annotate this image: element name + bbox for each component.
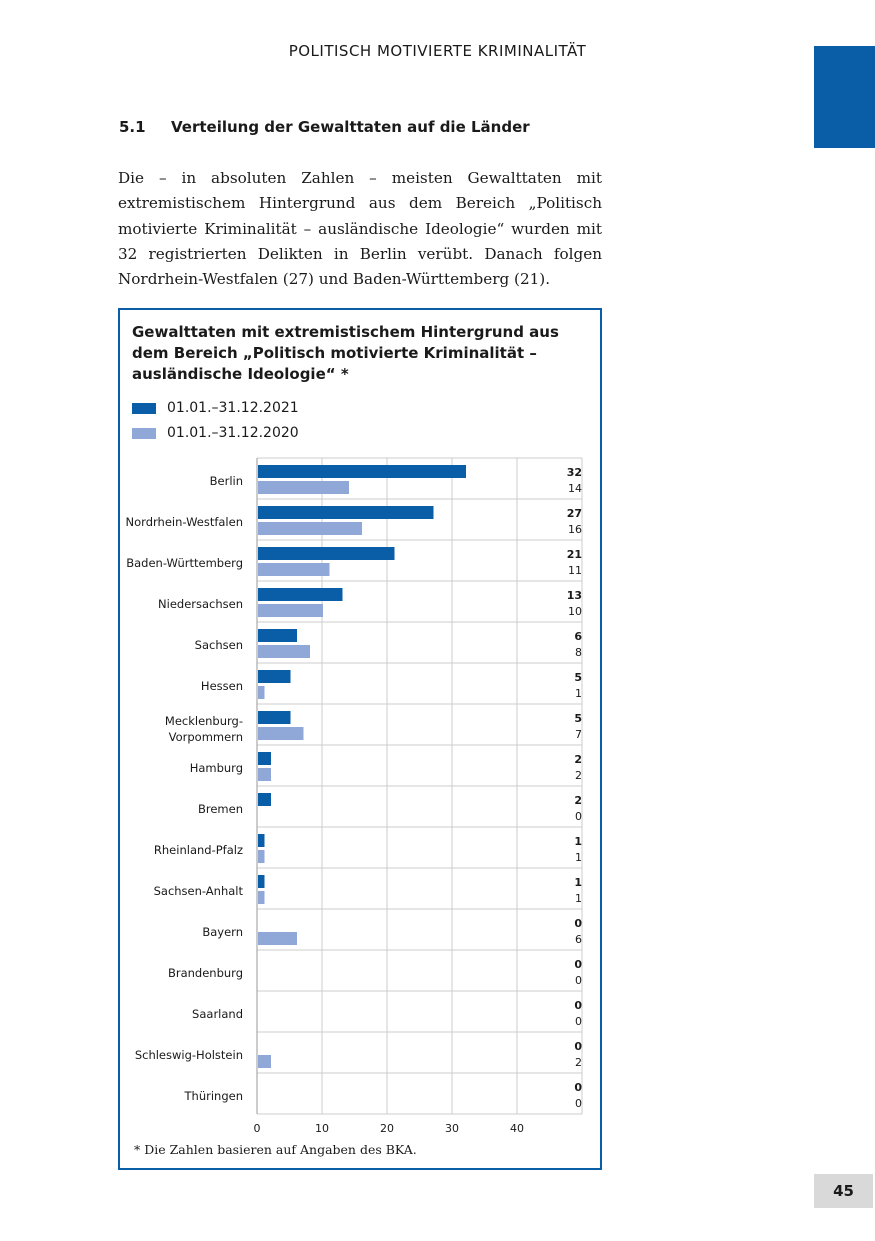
category-label: Brandenburg [167,966,243,980]
value-label-2021: 5 [574,712,582,725]
value-label-2021: 6 [574,630,582,643]
x-tick-label: 30 [445,1122,459,1135]
category-label: Schleswig-Holstein [134,1048,243,1062]
bar-chart [120,310,600,1168]
value-label-2020: 8 [575,646,582,659]
value-label-2020: 0 [575,810,582,823]
value-label-2020: 1 [575,851,582,864]
value-label-2020: 7 [575,728,582,741]
chart-footnote: * Die Zahlen basieren auf Angaben des BKA. [134,1142,417,1157]
category-label: Nordrhein-Westfalen [125,515,243,529]
category-label: Hamburg [189,761,243,775]
category-label: Niedersachsen [158,597,243,611]
category-label: Bremen [197,802,243,816]
bar-2020 [258,768,271,781]
bar-2020 [258,727,304,740]
bar-2021 [258,711,291,724]
section-title: Verteilung der Gewalttaten auf die Länder [171,118,530,136]
bar-2021 [258,629,297,642]
running-head [0,42,875,60]
value-label-2020: 1 [575,687,582,700]
running-head-title: POLITISCH MOTIVIERTE KRIMINALITÄT [288,42,587,60]
value-label-2020: 2 [575,769,582,782]
category-label: Rheinland-Pfalz [153,843,243,857]
value-label-2021: 2 [574,753,582,766]
value-label-2020: 14 [568,482,582,495]
bar-2021 [258,752,271,765]
bar-2020 [258,522,362,535]
chapter-tab [814,46,875,148]
bar-2021 [258,547,395,560]
category-label: Hessen [200,679,243,693]
value-label-2021: 2 [574,794,582,807]
section-number: 5.1 [119,118,146,136]
bar-2021 [258,506,434,519]
value-label-2020: 0 [575,974,582,987]
bar-2020 [258,850,265,863]
category-label: Mecklenburg- [164,714,243,728]
bar-2021 [258,875,265,888]
page-number: 45 [814,1174,873,1208]
category-label: Saarland [192,1007,243,1021]
value-label-2021: 1 [574,835,582,848]
bar-2020 [258,604,323,617]
value-label-2021: 27 [566,507,582,520]
body-paragraph: Die – in absoluten Zahlen – meisten Gewalttaten mit extremistischem Hintergrund aus dem Bereich „Politisch motivierte Kriminalität – ausländische Ideologie“ wurden mit 32 registrierten Delikten in Berlin verübt. Danach folgen Nordrhein-Westfalen (27) und Baden-Württemberg (21). [118,169,602,289]
bar-2020 [258,563,330,576]
category-label: Thüringen [184,1089,243,1103]
chart-box [118,308,602,1170]
bar-2020 [258,481,349,494]
value-label-2021: 13 [566,589,582,602]
x-tick-label: 20 [380,1122,394,1135]
bar-2021 [258,793,271,806]
section-heading [119,118,530,136]
bar-2021 [258,834,265,847]
value-label-2020: 2 [575,1056,582,1069]
category-label: Vorpommern [168,730,243,744]
bar-2020 [258,686,265,699]
value-label-2020: 0 [575,1097,582,1110]
legend-label-2021: 01.01.–31.12.2021 [167,400,299,416]
value-label-2020: 6 [575,933,582,946]
value-label-2021: 0 [574,1040,582,1053]
value-label-2021: 5 [574,671,582,684]
bar-2020 [258,932,297,945]
category-label: Baden-Württemberg [126,556,243,570]
value-label-2020: 16 [568,523,582,536]
value-label-2021: 0 [574,958,582,971]
value-label-2021: 32 [566,466,582,479]
chart-title: Gewalttaten mit extremistischem Hintergrund aus dem Bereich „Politisch motivierte Kriminalität – ausländische Ideologie“ * [132,323,559,383]
value-label-2021: 1 [574,876,582,889]
x-tick-label: 40 [510,1122,524,1135]
bar-2020 [258,1055,271,1068]
value-label-2020: 0 [575,1015,582,1028]
category-label: Berlin [209,474,243,488]
value-label-2021: 21 [566,548,582,561]
bar-2021 [258,588,343,601]
bar-2020 [258,645,310,658]
legend-label-2020: 01.01.–31.12.2020 [167,425,299,441]
category-label: Sachsen-Anhalt [153,884,243,898]
bar-2021 [258,465,466,478]
bar-2020 [258,891,265,904]
category-label: Sachsen [194,638,243,652]
value-label-2020: 1 [575,892,582,905]
bar-2021 [258,670,291,683]
x-tick-label: 10 [315,1122,329,1135]
value-label-2021: 0 [574,999,582,1012]
category-label: Bayern [202,925,243,939]
value-label-2020: 11 [568,564,582,577]
value-label-2020: 10 [568,605,582,618]
value-label-2021: 0 [574,917,582,930]
value-label-2021: 0 [574,1081,582,1094]
x-tick-label: 0 [253,1122,261,1135]
